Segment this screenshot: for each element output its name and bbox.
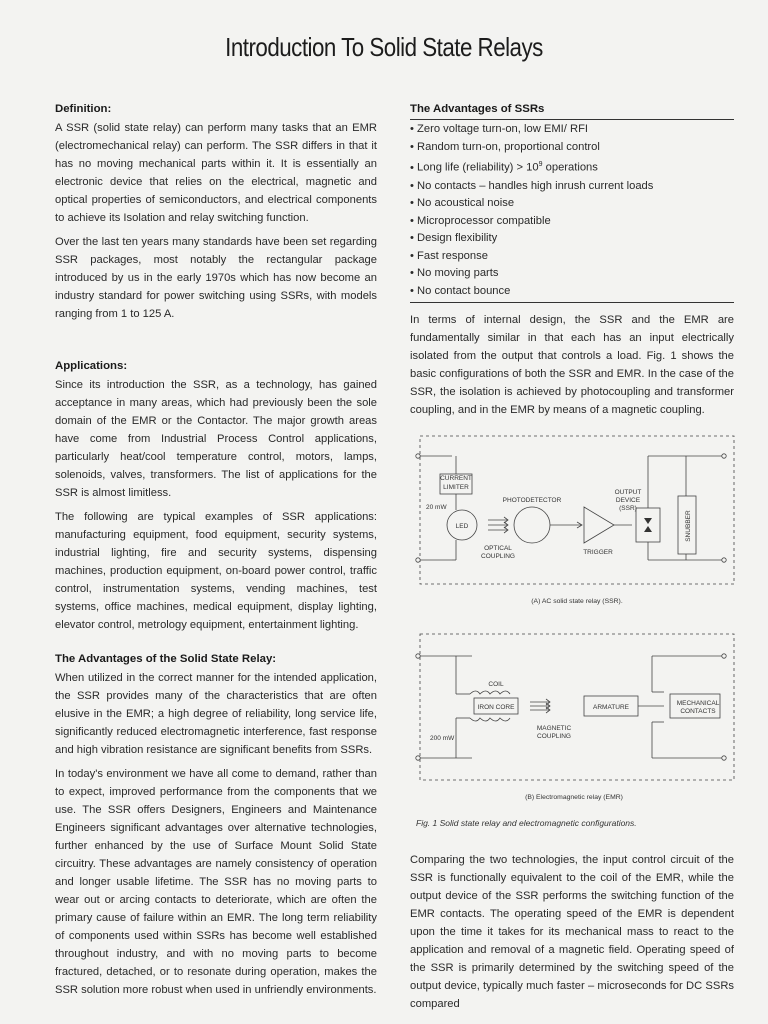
internal-design-section bbox=[410, 311, 734, 425]
applications-heading: Applications: bbox=[55, 360, 128, 372]
definition-paragraph-2: Over the last ten years many standards have been set regarding SSR packages, most notably the rectangular package introduced by us in the early 1970s which has now become an industry standard for power switching using SSRs, with models ranging from 1 to 125 A. bbox=[55, 236, 377, 320]
iron-core-label: IRON CORE bbox=[477, 704, 515, 711]
optical-coupling-label-2: COUPLING bbox=[481, 553, 515, 560]
trigger-label: TRIGGER bbox=[583, 549, 613, 556]
magnetic-coupling-label-2: COUPLING bbox=[537, 733, 571, 740]
mechanical-contacts-label-1: MECHANICAL bbox=[676, 700, 720, 707]
applications-section bbox=[55, 357, 377, 640]
advantages-ssr-heading: The Advantages of SSRs bbox=[410, 100, 734, 120]
list-item: • No contact bounce bbox=[410, 283, 734, 301]
ssr-diagram bbox=[412, 432, 742, 624]
list-item: • No moving parts bbox=[410, 265, 734, 283]
magnetic-coupling-label-1: MAGNETIC bbox=[536, 725, 572, 732]
definition-paragraph-1: A SSR (solid state relay) can perform many tasks that an EMR (electromechanical relay) can perform. The SSR differs in that it has no moving mechanical parts within it. It is essentially an electronic device that relies on the electrical, magnetic and optical properties of semiconductors, and electrical components to achieve its Isolation and relay switching function. bbox=[55, 122, 377, 224]
life-exponent: 9 bbox=[538, 161, 543, 169]
definition-section bbox=[55, 100, 377, 329]
advantages-relay-section bbox=[55, 650, 377, 1005]
comparing-section bbox=[410, 851, 734, 1019]
figure-caption: Fig. 1 Solid state relay and electromagnetic configurations. bbox=[416, 818, 637, 828]
list-item: • Design flexibility bbox=[410, 230, 734, 248]
armature-label: ARMATURE bbox=[593, 704, 629, 711]
output-device-label-1: OUTPUT bbox=[614, 489, 642, 496]
list-item: • Zero voltage turn-on, low EMI/ RFI bbox=[410, 121, 734, 139]
advantages-relay-heading: The Advantages of the Solid State Relay: bbox=[55, 653, 277, 665]
emr-caption: (B) Electromagnetic relay (EMR) bbox=[525, 794, 623, 801]
applications-paragraph-2: The following are typical examples of SSR applications: manufacturing equipment, food equipment, security systems, industrial lighting, fire and security systems, dispensing machines, production equipment, on-board power control, traffic control, instrumentation systems, vending machines, test systems, office machines, medical equipment, display lighting, elevator control, metrology equipment, entertainment lighting. bbox=[55, 511, 377, 631]
list-item: • No contacts – handles high inrush current loads bbox=[410, 178, 734, 196]
coil-label: COIL bbox=[488, 681, 504, 688]
advantages-ssr-list bbox=[410, 121, 734, 303]
current-limiter-label-2: LIMITER bbox=[443, 484, 469, 491]
led-label: LED bbox=[455, 523, 469, 530]
list-item: • Microprocessor compatible bbox=[410, 213, 734, 231]
emr-diagram bbox=[412, 632, 742, 804]
list-item: • Fast response bbox=[410, 248, 734, 266]
output-device-label-2: DEVICE bbox=[615, 497, 641, 504]
optical-coupling-label-1: OPTICAL bbox=[484, 545, 512, 552]
advantages-relay-paragraph-2: In today's environment we have all come to demand, rather than to expect, improved performance from the components that we use. The SSR offers Designers, Engineers and Maintenance Engineers significant advantages over alternative technologies, further enhanced by the use of Surface Mount Solid State circuitry. These advantages are namely consistency of operation and longer usable lifetime. The SSR has no moving parts to wear out or arcing contacts to deteriorate, which are often the primary cause of failure within an EMR. The long term reliability of components used within SSRs has become well established throughout industry, and with no moving parts to become fractured, detached, or to resonate during operation, makes the SSR solution more robust when used in unfriendly environments. bbox=[55, 768, 377, 996]
output-device-label-3: (SSR) bbox=[619, 505, 637, 512]
internal-design-paragraph: In terms of internal design, the SSR and the EMR are fundamentally similar in that each has an input electrically isolated from the output that controls a load. Fig. 1 shows the basic configurations of both the SSR and EMR. In the case of the SSR, the isolation is achieved by photocoupling and transformer coupling, and in the EMR by means of a magnetic coupling. bbox=[410, 314, 734, 416]
ssr-caption: (A) AC solid state relay (SSR). bbox=[531, 598, 623, 605]
life-suffix: operations bbox=[542, 161, 598, 174]
power-label-a: 20 mW bbox=[426, 504, 447, 511]
comparing-paragraph: Comparing the two technologies, the input control circuit of the SSR is functionally equivalent to the coil of the EMR, while the output device of the SSR performs the switching function of the EMR contacts. The operating speed of the EMR is dependent upon the time it takes for its mechanical mass to react to the application and removal of a magnetic field. Operating speed of the SSR is primarily determined by the switching speed of the output device, typically much faster – microseconds for DC SSRs compared bbox=[410, 854, 734, 1010]
snubber-label: SNUBBER bbox=[685, 510, 692, 542]
page-title: Introduction To Solid State Relays bbox=[225, 32, 543, 62]
list-item: • No acoustical noise bbox=[410, 195, 734, 213]
applications-paragraph-1: Since its introduction the SSR, as a technology, has gained acceptance in many areas, which had previously been the sole domain of the EMR or the Contactor. The major growth areas have come from Industrial Process Control applications, particularly heat/cool temperature control, motors, lamps, solenoids, valves, transformers. The list of applications for the SSR is almost limitless. bbox=[55, 379, 377, 499]
advantages-ssr-section bbox=[410, 100, 734, 303]
power-label-b: 200 mW bbox=[430, 735, 455, 742]
definition-heading: Definition: bbox=[55, 103, 112, 115]
mechanical-contacts-label-2: CONTACTS bbox=[680, 708, 716, 715]
current-limiter-label-1: CURRENT bbox=[440, 475, 472, 482]
list-item bbox=[410, 156, 734, 177]
list-item: • Random turn-on, proportional control bbox=[410, 139, 734, 157]
life-text: Long life (reliability) > 10 bbox=[417, 161, 539, 174]
advantages-relay-paragraph-1: When utilized in the correct manner for the intended application, the SSR provides many of the characteristics that are often elusive in the EMR; a high degree of reliability, long service life, significantly reduced electromagnetic interference, fast response and high vibration resistance are significant benefits from SSRs. bbox=[55, 672, 377, 756]
photodetector-label: PHOTODETECTOR bbox=[502, 497, 562, 504]
